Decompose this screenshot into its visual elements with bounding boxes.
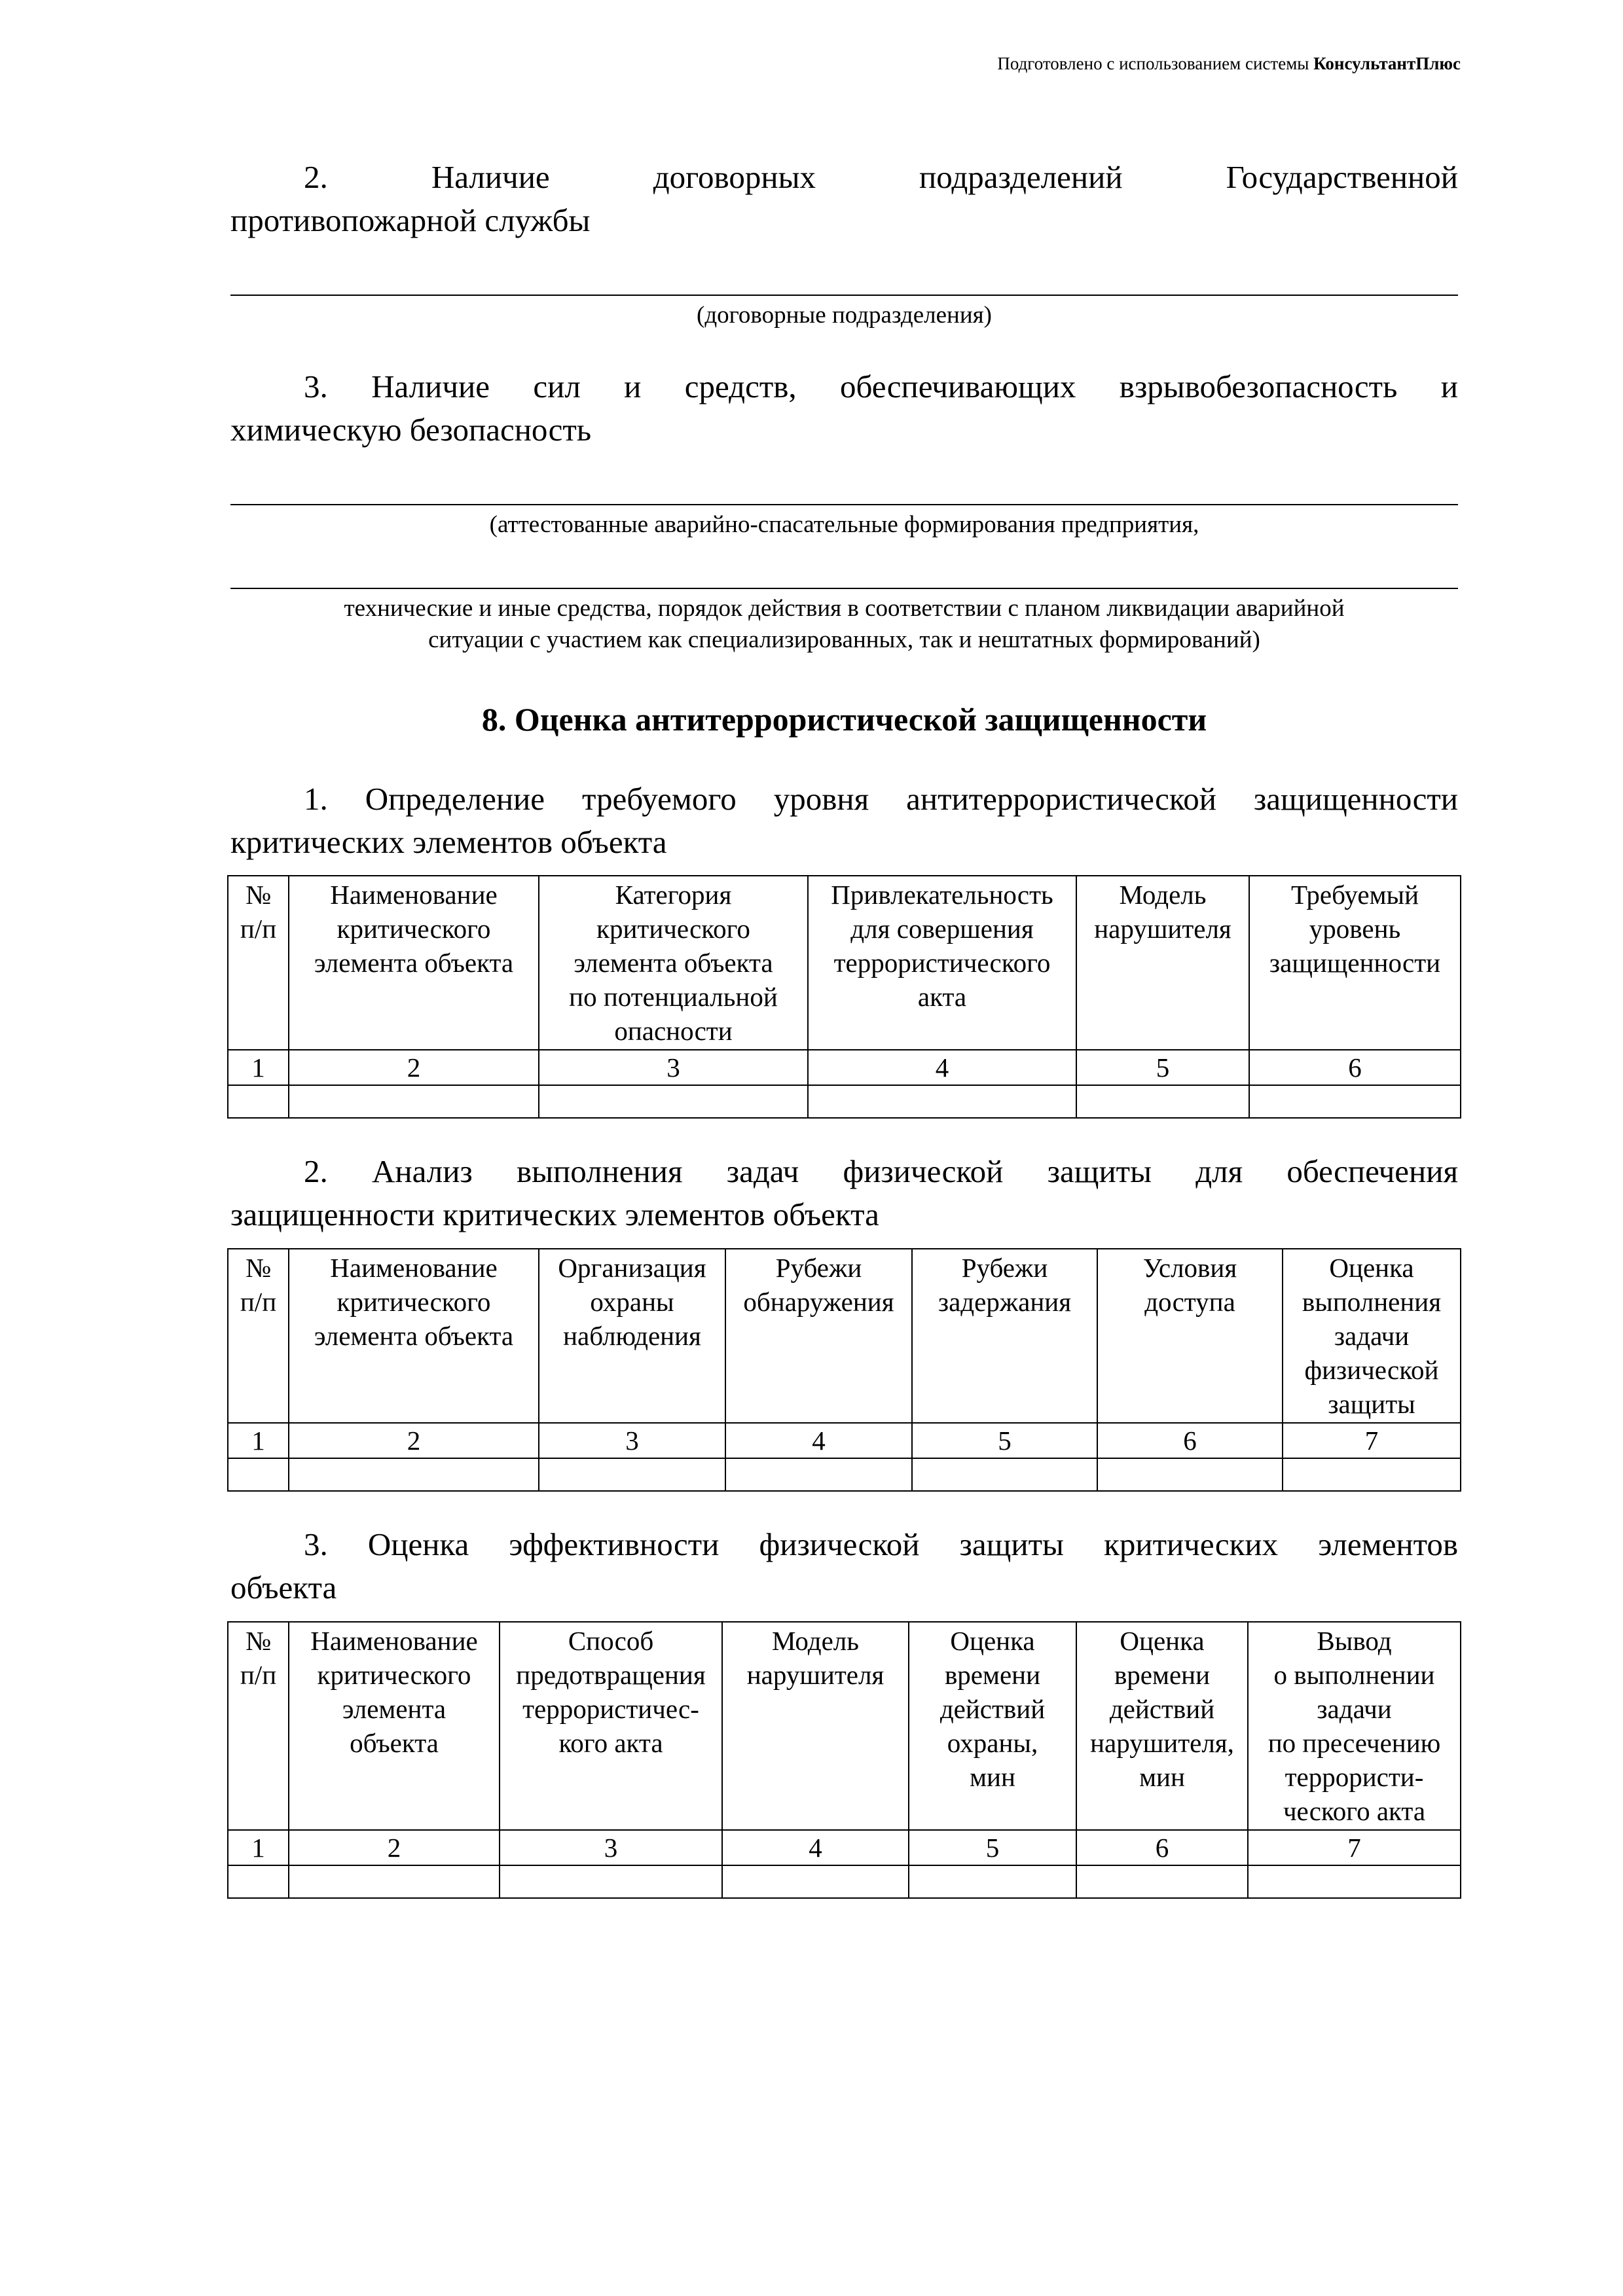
- empty-cell: [1249, 1085, 1461, 1118]
- header-brand: КонсультантПлюс: [1313, 54, 1461, 73]
- table-1-intro: [230, 778, 1458, 864]
- table-header-cell: № п/п: [228, 1622, 289, 1830]
- column-number: 1: [228, 1050, 289, 1085]
- table-2: [227, 1248, 1461, 1492]
- paragraph-2-line1: 2. Наличие договорных подразделений Государственной: [304, 159, 1458, 195]
- column-number: 5: [909, 1830, 1076, 1865]
- empty-cell: [1248, 1865, 1461, 1898]
- column-number: 7: [1248, 1830, 1461, 1865]
- column-number: 4: [722, 1830, 909, 1865]
- paragraph-3-line2: химическую безопасность: [230, 412, 592, 448]
- table-3-intro-line1: 3. Оценка эффективности физической защиты критических элементов: [304, 1526, 1458, 1562]
- column-number: 5: [912, 1423, 1097, 1458]
- empty-cell: [1076, 1865, 1248, 1898]
- table-header-cell: Рубежи обнаружения: [725, 1249, 912, 1423]
- column-number: 4: [725, 1423, 912, 1458]
- table-header-cell: Способ предотвращения террористичес- кого акта: [500, 1622, 722, 1830]
- column-number: 6: [1076, 1830, 1248, 1865]
- empty-cell: [289, 1458, 539, 1491]
- fill-line: [230, 295, 1458, 296]
- table-header-cell: Наименование критического элемента объекта: [289, 1249, 539, 1423]
- table-header-cell: Условия доступа: [1097, 1249, 1283, 1423]
- table-3-intro: [230, 1523, 1458, 1609]
- table-header-cell: Оценка времени действий охраны, мин: [909, 1622, 1076, 1830]
- table-2-intro-line1: 2. Анализ выполнения задач физической защиты для обеспечения: [304, 1153, 1458, 1189]
- table-2-intro: [230, 1150, 1458, 1236]
- table-empty-row: [228, 1085, 1461, 1118]
- table-number-row: [228, 1423, 1461, 1458]
- table-header-cell: Привлекательность для совершения террористического акта: [808, 876, 1076, 1050]
- table-header-row: [228, 1249, 1461, 1423]
- empty-cell: [909, 1865, 1076, 1898]
- table-header-cell: Вывод о выполнении задачи по пресечению террористи- ческого акта: [1248, 1622, 1461, 1830]
- table-header-cell: Наименование критического элемента объекта: [289, 876, 539, 1050]
- paragraph-3: [230, 365, 1458, 452]
- empty-cell: [725, 1458, 912, 1491]
- table-header-row: [228, 1622, 1461, 1830]
- column-number: 1: [228, 1830, 289, 1865]
- empty-cell: [1097, 1458, 1283, 1491]
- empty-cell: [912, 1458, 1097, 1491]
- table-header-cell: № п/п: [228, 876, 289, 1050]
- empty-cell: [228, 1085, 289, 1118]
- column-number: 2: [289, 1830, 500, 1865]
- fill-line: [230, 588, 1458, 589]
- empty-cell: [500, 1865, 722, 1898]
- header-prefix: Подготовлено с использованием системы: [997, 54, 1314, 73]
- header-note: [997, 54, 1461, 74]
- table-header-cell: Оценка времени действий нарушителя, мин: [1076, 1622, 1248, 1830]
- table-empty-row: [228, 1865, 1461, 1898]
- fill-line: [230, 504, 1458, 505]
- empty-cell: [539, 1085, 808, 1118]
- column-number: 6: [1249, 1050, 1461, 1085]
- table-header-cell: Организация охраны наблюдения: [539, 1249, 725, 1423]
- caption-means-line2: ситуации с участием как специализированных, так и нештатных формирований): [428, 626, 1260, 653]
- empty-cell: [289, 1865, 500, 1898]
- table-header-cell: Оценка выполнения задачи физической защиты: [1283, 1249, 1461, 1423]
- column-number: 6: [1097, 1423, 1283, 1458]
- table-3: [227, 1621, 1461, 1899]
- caption-means-line1: технические и иные средства, порядок действия в соответствии с планом ликвидации аварийной: [344, 595, 1345, 622]
- column-number: 3: [539, 1423, 725, 1458]
- table-header-cell: Наименование критического элемента объекта: [289, 1622, 500, 1830]
- column-number: 3: [500, 1830, 722, 1865]
- table-header-cell: № п/п: [228, 1249, 289, 1423]
- table-3-intro-line2: объекта: [230, 1570, 337, 1605]
- column-number: 5: [1076, 1050, 1249, 1085]
- empty-cell: [722, 1865, 909, 1898]
- table-number-row: [228, 1050, 1461, 1085]
- column-number: 3: [539, 1050, 808, 1085]
- caption-rescue-units: (аттестованные аварийно-спасательные формирования предприятия,: [489, 511, 1199, 538]
- caption-means: [230, 593, 1458, 656]
- caption-contract-units: (договорные подразделения): [697, 302, 992, 329]
- table-empty-row: [228, 1458, 1461, 1491]
- table-1-intro-line2: критических элементов объекта: [230, 824, 667, 860]
- paragraph-3-line1: 3. Наличие сил и средств, обеспечивающих взрывобезопасность и: [304, 368, 1458, 404]
- paragraph-2-line2: противопожарной службы: [230, 202, 591, 238]
- table-header-row: [228, 876, 1461, 1050]
- empty-cell: [808, 1085, 1076, 1118]
- column-number: 2: [289, 1050, 539, 1085]
- column-number: 2: [289, 1423, 539, 1458]
- empty-cell: [228, 1458, 289, 1491]
- table-1-intro-line1: 1. Определение требуемого уровня антитеррористической защищенности: [304, 781, 1458, 817]
- empty-cell: [1283, 1458, 1461, 1491]
- table-number-row: [228, 1830, 1461, 1865]
- table-header-cell: Модель нарушителя: [722, 1622, 909, 1830]
- table-1: [227, 875, 1461, 1119]
- section-title: 8. Оценка антитеррористической защищенности: [481, 701, 1207, 738]
- table-header-cell: Модель нарушителя: [1076, 876, 1249, 1050]
- empty-cell: [228, 1865, 289, 1898]
- column-number: 7: [1283, 1423, 1461, 1458]
- empty-cell: [539, 1458, 725, 1491]
- empty-cell: [289, 1085, 539, 1118]
- table-header-cell: Категория критического элемента объекта по потенциальной опасности: [539, 876, 808, 1050]
- table-header-cell: Рубежи задержания: [912, 1249, 1097, 1423]
- column-number: 4: [808, 1050, 1076, 1085]
- table-2-intro-line2: защищенности критических элементов объекта: [230, 1196, 879, 1232]
- empty-cell: [1076, 1085, 1249, 1118]
- column-number: 1: [228, 1423, 289, 1458]
- paragraph-2: [230, 156, 1458, 242]
- table-header-cell: Требуемый уровень защищенности: [1249, 876, 1461, 1050]
